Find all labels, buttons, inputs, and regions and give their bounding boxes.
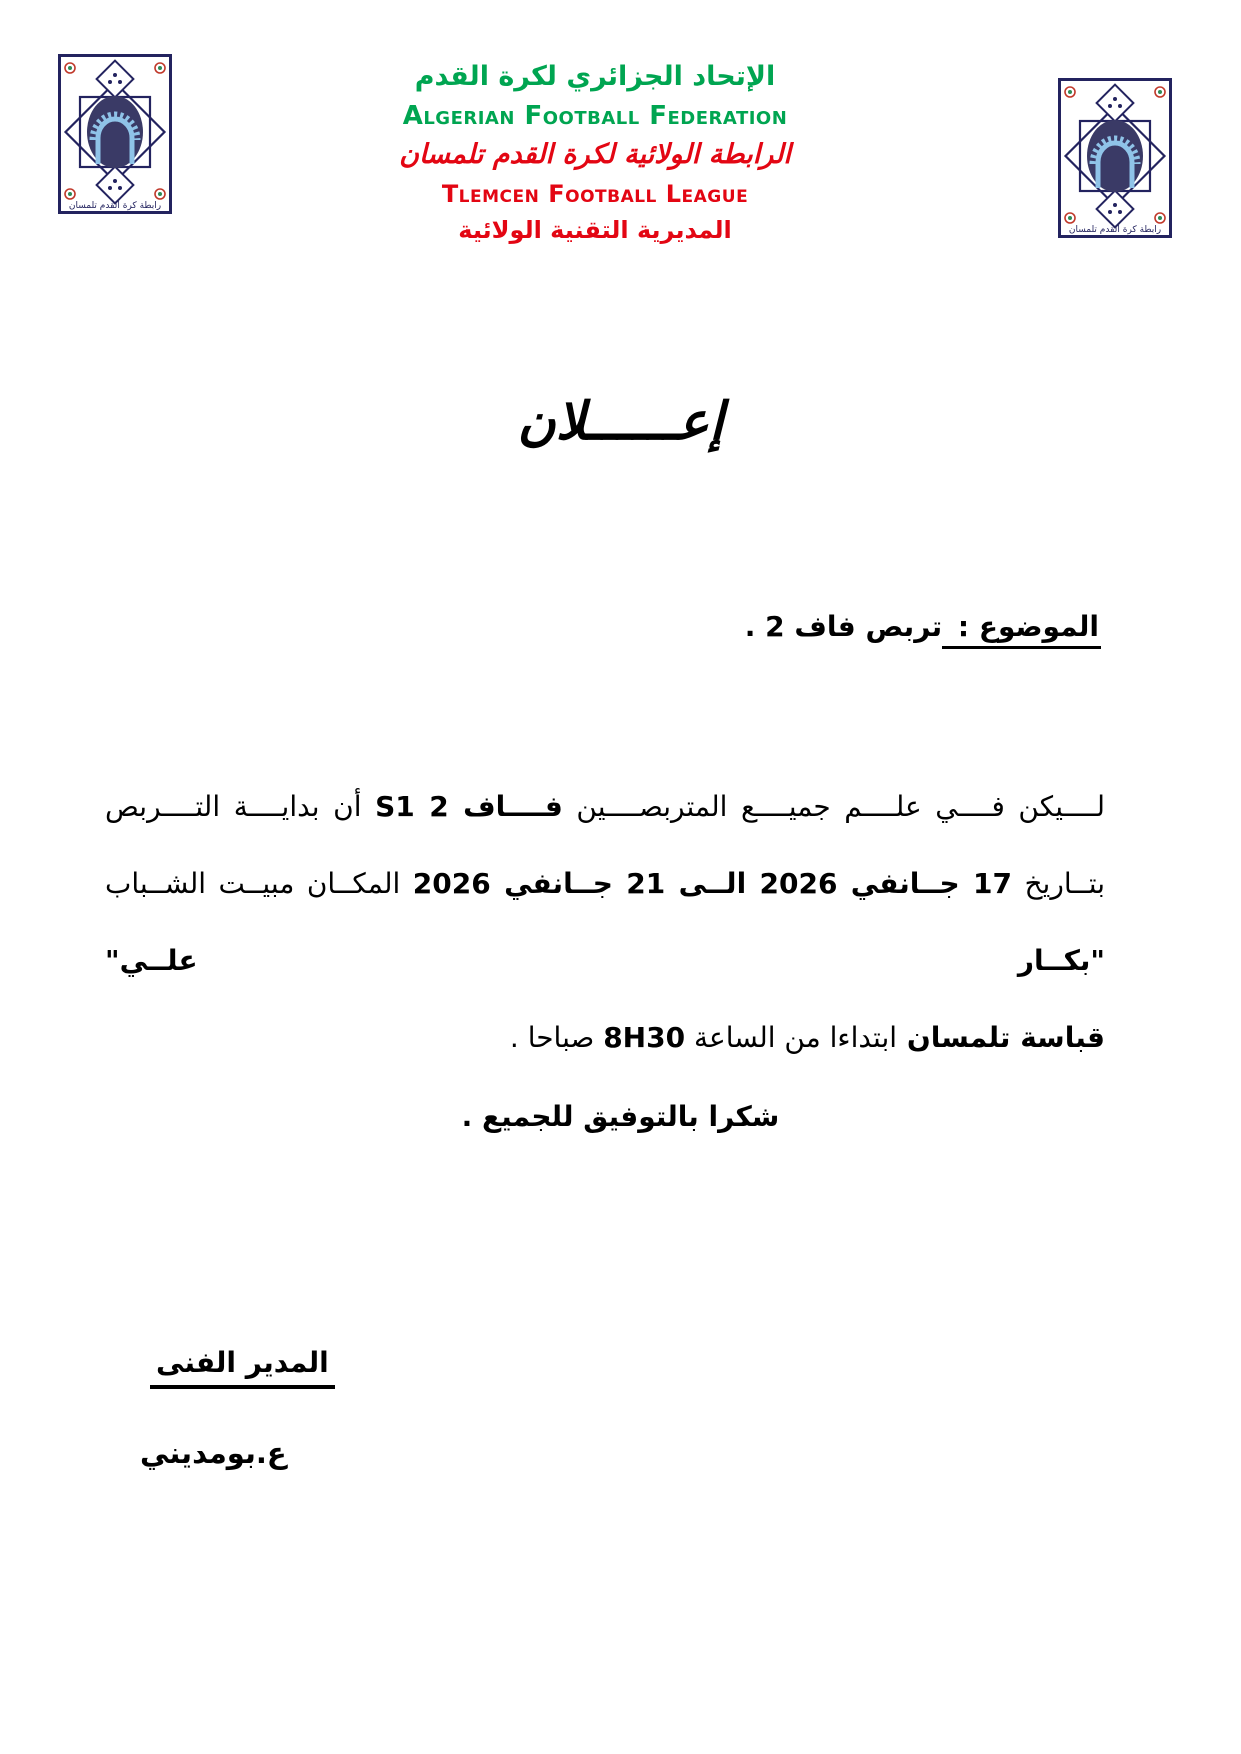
signatory-name: ع.بومديني [140,1436,287,1470]
venue-city: قباسة تلمسان [897,1021,1105,1054]
subject-line [745,610,1101,643]
body-text: بتــاريخ [1011,867,1106,900]
subject-label: الموضوع : [942,610,1101,649]
league-name-arabic: الرابطة الولائية لكرة القدم تلمسان [399,139,791,170]
body-text: أن بدايــــة التــــربص [105,790,376,823]
tlemcen-league-emblem-icon [58,54,172,214]
start-time: 8H30 [603,1021,686,1054]
federation-name-arabic: الإتحاد الجزائري لكرة القدم [414,61,776,92]
logo-caption: رابطة كرة القدم تلمسان [1068,225,1162,235]
body-paragraph [105,768,1105,1076]
body-text: صباحا . [509,1021,604,1054]
announcement-title: إعــــــلان [517,392,724,452]
tlemcen-league-emblem-icon [1058,78,1172,238]
course-name: فــــاف S1 2 [375,790,563,823]
signatory-role: المدير الفنى [150,1346,335,1389]
body-line-1 [105,768,1105,845]
federation-name-english: Algerian Football Federation [402,101,788,131]
body-line-3 [105,999,1105,1076]
league-name-english: Tlemcen Football League [441,180,749,208]
body-text: المكــان مبيــت الشــباب [105,867,413,900]
tlemcen-league-logo-right [1058,78,1172,242]
body-line-2 [105,845,1105,999]
body-text: ابتداءا من الساعة [685,1021,898,1054]
closing-thanks: شكرا بالتوفيق للجميع . [461,1100,780,1133]
body-text: لــــيكن فــــي علــــم جميــــع المتربصــــين [562,790,1105,823]
venue-name: "بكــار علــي" [105,944,1105,977]
tlemcen-league-logo-left [58,54,172,218]
technical-directorate: المديرية التقنية الولائية [458,216,732,244]
course-dates: 17 جــانفي 2026 الــى 21 جــانفي 2026 [412,867,1012,900]
subject-value: تربص فاف 2 . [744,610,943,643]
logo-caption: رابطة كرة القدم تلمسان [68,201,162,211]
letterhead [215,56,975,248]
